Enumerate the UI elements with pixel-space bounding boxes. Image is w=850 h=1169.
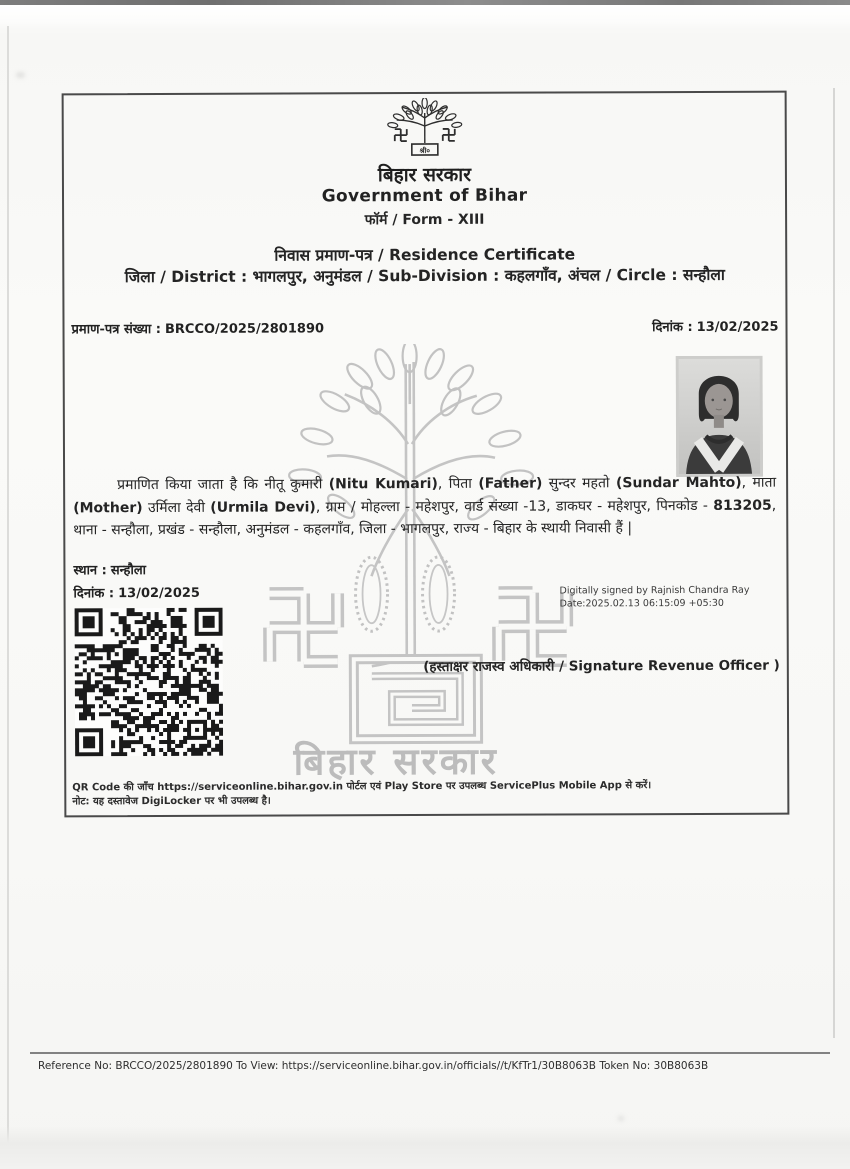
scan-right-edge-line bbox=[833, 88, 835, 1038]
digital-signature-line1: Digitally signed by Rajnish Chandra Ray bbox=[559, 584, 750, 597]
reference-line: Reference No: BRCCO/2025/2801890 To View: https://serviceonline.bihar.gov.in/officials//t/KfTr1/30B8063B Token No: 30B8063B bbox=[38, 1060, 709, 1072]
issue-place-value: सन्हौला bbox=[110, 563, 147, 579]
watermark-text: बिहार सरकार bbox=[293, 739, 499, 784]
note-line-2: नोट: यह दस्तावेज DigiLocker पर भी उपलब्ध है। bbox=[72, 795, 271, 808]
issue-date2-value: 13/02/2025 bbox=[118, 585, 200, 602]
form-number: फॉर्म / Form - XIII bbox=[364, 211, 485, 229]
scan-left-edge-line bbox=[7, 26, 9, 1169]
issue-date-2 bbox=[73, 583, 199, 601]
digital-signature-line2: Date:2025.02.13 06:15:09 +05:30 bbox=[559, 597, 724, 610]
issue-date-label: दिनांक : bbox=[652, 319, 693, 336]
org-name-hindi: बिहार सरकार bbox=[377, 163, 472, 187]
page-divider-line bbox=[30, 1052, 830, 1054]
certificate-notes bbox=[72, 779, 781, 810]
scan-bottom-wash bbox=[0, 1126, 850, 1169]
note-line-1: QR Code की जाँच https://serviceonline.bihar.gov.in पोर्टल एवं Play Store पर उपलब्ध ServicePlus Mobile App से करें। bbox=[72, 780, 652, 794]
qr-code-block bbox=[75, 608, 224, 757]
scan-smudge bbox=[16, 72, 25, 78]
applicant-photo bbox=[676, 356, 763, 477]
issue-place-label: स्थान : bbox=[73, 563, 107, 579]
certificate-body: प्रमाणित किया जाता है कि नीतू कुमारी (Nitu Kumari), पिता (Father) सुन्दर महतो (Sundar Mahto), माता (Mother) उर्मिला देवी (Urmila Devi), ग्राम / मोहल्ला - महेशपुर, वार्ड संख्या -13, डाकघर - महेशपुर, पिनकोड - 813205, थाना - सन्हौला, प्रखंड - सन्हौला, अनुमंडल - कहलगाँव, जिला - भागलपुर, राज्य - बिहार के स्थायी निवासी हैं | bbox=[73, 474, 777, 539]
issue-date-value: 13/02/2025 bbox=[696, 319, 779, 335]
scan-top-glow bbox=[0, 5, 850, 27]
watermark-emblem-icon bbox=[195, 343, 657, 785]
certificate-frame bbox=[62, 91, 790, 818]
district-line: जिला / District : भागलपुर, अनुमंडल / Sub-Division : कहलगाँव, अंचल / Circle : सन्हौला bbox=[124, 265, 725, 287]
digital-signature-text bbox=[560, 584, 775, 611]
scan-smudge bbox=[618, 1116, 624, 1121]
issue-place bbox=[73, 560, 146, 578]
watermark-swastika-icon bbox=[270, 592, 567, 661]
org-name-english: Government of Bihar bbox=[321, 185, 528, 207]
certificate-meta-row bbox=[71, 317, 778, 338]
qr-code bbox=[75, 608, 224, 757]
signature-officer-label: (हस्ताक्षर राजस्व अधिकारी / Signature Revenue Officer ) bbox=[423, 657, 780, 676]
certificate-title: निवास प्रमाण-पत्र / Residence Certificate bbox=[274, 245, 576, 265]
certificate-no-value: BRCCO/2025/2801890 bbox=[164, 321, 325, 337]
certificate-no-label: प्रमाण-पत्र संख्या : bbox=[71, 322, 162, 338]
header-emblem-row bbox=[64, 97, 785, 166]
svg-text:श्री०: श्री० bbox=[419, 146, 430, 156]
bihar-emblem-icon bbox=[378, 98, 470, 160]
issue-date2-label: दिनांक : bbox=[73, 586, 115, 602]
